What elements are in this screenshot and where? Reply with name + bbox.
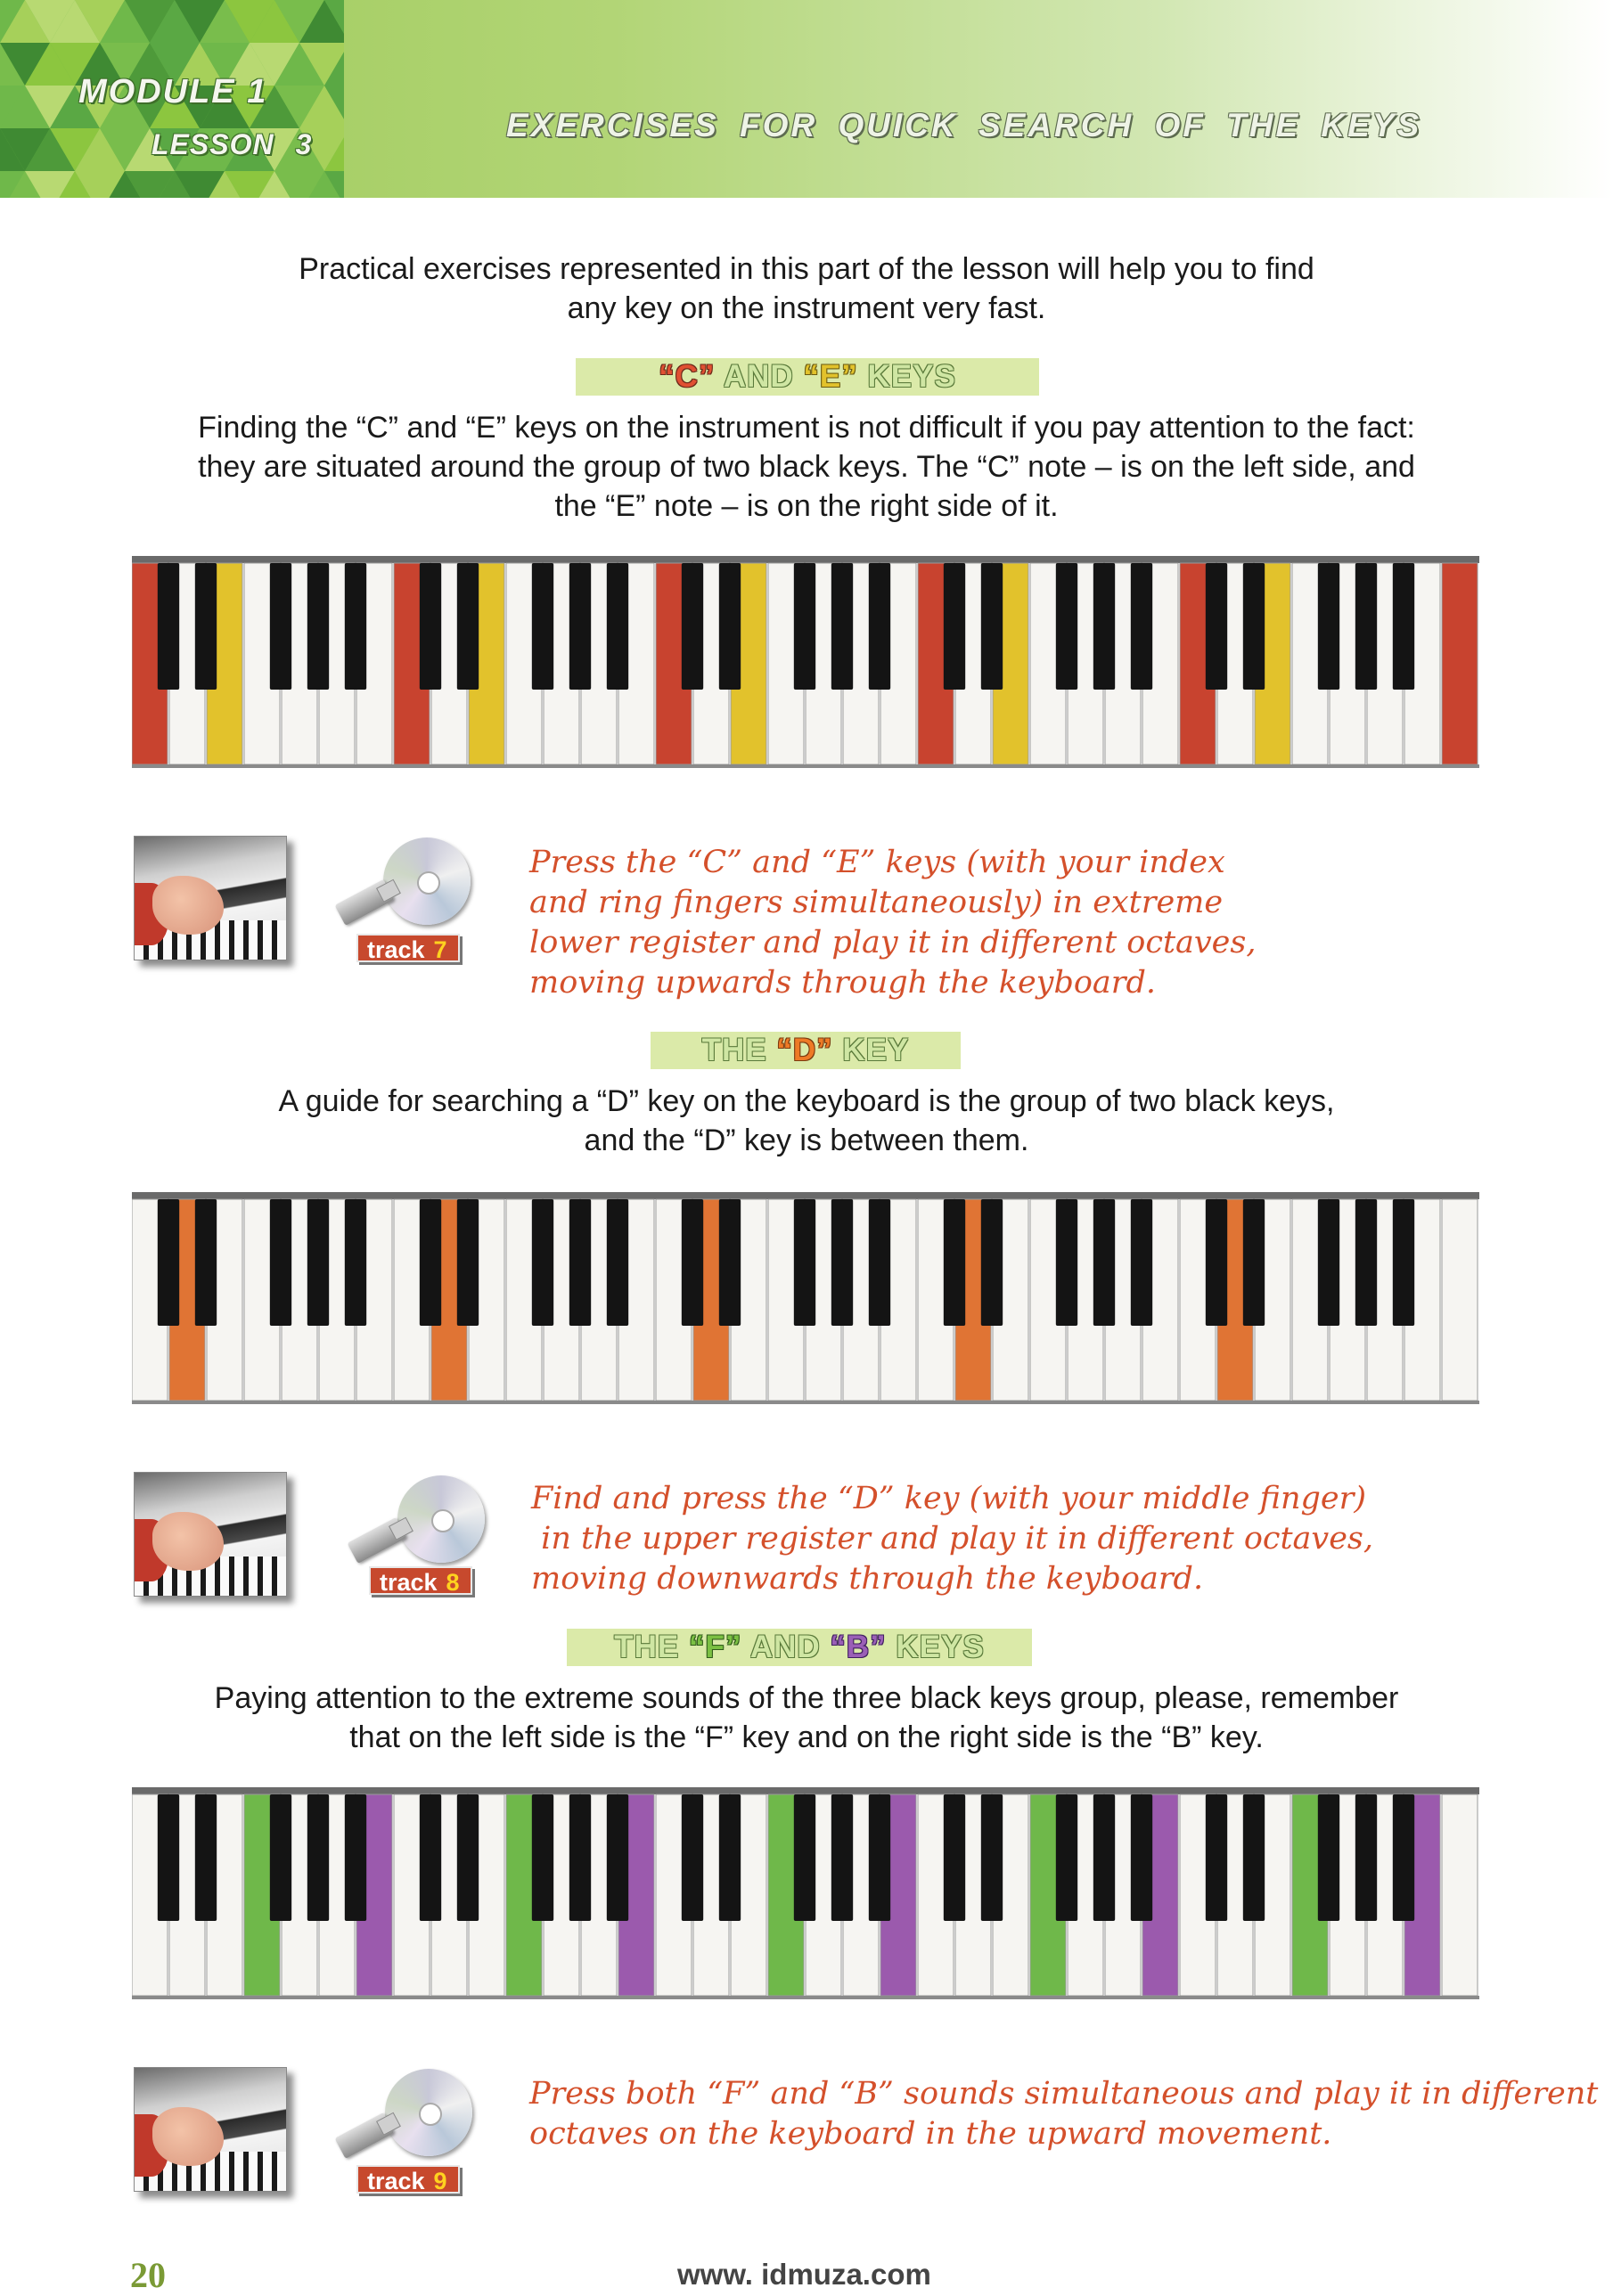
black-key xyxy=(307,1794,329,1921)
keyboard-frame xyxy=(132,1787,1479,1794)
heading-part: KEYS xyxy=(857,359,956,394)
text-line: the “E” note – is on the right side of it. xyxy=(554,489,1059,523)
black-key xyxy=(1243,1794,1265,1921)
heading-part: THE xyxy=(701,1033,777,1067)
black-key xyxy=(195,1794,217,1921)
black-key xyxy=(1131,1794,1152,1921)
usb-stick-icon xyxy=(335,879,395,926)
website-link[interactable]: www. idmuza.com xyxy=(677,2258,931,2291)
black-key xyxy=(981,1794,1003,1921)
black-key xyxy=(682,563,703,690)
track-badge[interactable] xyxy=(356,934,460,962)
black-key xyxy=(569,1199,591,1326)
black-key xyxy=(1243,563,1265,690)
text-line: and the “D” key is between them. xyxy=(584,1123,1029,1157)
usb-stick-icon xyxy=(335,2112,395,2159)
black-key xyxy=(1206,1794,1227,1921)
lesson-label xyxy=(151,128,312,161)
black-key xyxy=(794,563,815,690)
exercise-instruction xyxy=(531,1479,1373,1599)
black-key xyxy=(420,563,441,690)
black-key xyxy=(1243,1199,1265,1326)
instruction-line: in the upper register and play it in different octaves, xyxy=(531,1521,1373,1557)
black-key xyxy=(944,563,965,690)
black-key xyxy=(682,1199,703,1326)
usb-stick-icon xyxy=(348,1517,407,1564)
black-key xyxy=(1355,1199,1377,1326)
heading-part: THE xyxy=(614,1630,690,1664)
black-key xyxy=(1355,563,1377,690)
heading-part: KEY xyxy=(832,1033,910,1067)
section-heading-f-b xyxy=(567,1629,1032,1666)
black-key xyxy=(1056,563,1077,690)
section-text-c-e xyxy=(107,408,1506,526)
keyboard-edge xyxy=(132,764,1479,768)
black-key xyxy=(719,1199,741,1326)
white-key-c xyxy=(1442,1794,1478,1996)
keyboard-f-b xyxy=(132,1787,1479,1999)
black-key xyxy=(158,563,179,690)
keyboard-c-e xyxy=(132,556,1479,768)
black-key xyxy=(719,1794,741,1921)
black-key xyxy=(1206,563,1227,690)
white-key-c xyxy=(1442,563,1478,764)
lesson-number: 3 xyxy=(295,128,313,160)
track-label: track xyxy=(380,1569,438,1596)
black-key xyxy=(569,563,591,690)
black-key xyxy=(195,1199,217,1326)
black-key xyxy=(682,1794,703,1921)
black-key xyxy=(1093,1794,1115,1921)
section-text-f-b xyxy=(107,1679,1506,1757)
intro-line: Practical exercises represented in this part of the lesson will help you to find xyxy=(299,252,1314,286)
black-key xyxy=(1318,1199,1339,1326)
black-key xyxy=(270,1794,291,1921)
instruction-line: moving upwards through the keyboard. xyxy=(529,965,1157,1001)
module-label: MODULE 1 xyxy=(78,73,268,110)
intro-line: any key on the instrument very fast. xyxy=(567,291,1046,325)
black-key xyxy=(1093,563,1115,690)
black-key xyxy=(1393,1199,1414,1326)
black-key xyxy=(158,1794,179,1921)
black-key xyxy=(532,563,553,690)
text-line: that on the left side is the “F” key and on the right side is the “B” key. xyxy=(349,1720,1264,1754)
cd-disc-icon xyxy=(397,1475,485,1563)
black-key xyxy=(270,563,291,690)
black-key xyxy=(307,1199,329,1326)
black-key xyxy=(944,1794,965,1921)
track-number: 7 xyxy=(433,936,447,963)
black-key xyxy=(345,563,366,690)
black-key xyxy=(831,563,853,690)
black-key xyxy=(569,1794,591,1921)
page-header xyxy=(0,0,1613,198)
instruction-line: lower register and play it in different octaves, xyxy=(529,925,1257,960)
black-key xyxy=(270,1199,291,1326)
text-line: they are situated around the group of two black keys. The “C” note – is on the left side, and xyxy=(198,450,1415,484)
black-key xyxy=(831,1794,853,1921)
black-key xyxy=(794,1794,815,1921)
track-label: track xyxy=(367,2168,425,2194)
black-key xyxy=(1131,563,1152,690)
black-key xyxy=(944,1199,965,1326)
cd-disc-icon xyxy=(385,2069,472,2156)
black-key xyxy=(158,1199,179,1326)
black-key xyxy=(1093,1199,1115,1326)
black-key xyxy=(1131,1199,1152,1326)
track-badge[interactable] xyxy=(356,2165,460,2194)
black-key xyxy=(457,563,479,690)
track-badge[interactable] xyxy=(369,1566,472,1595)
black-key xyxy=(869,1794,890,1921)
black-key xyxy=(1206,1199,1227,1326)
black-key xyxy=(607,563,628,690)
keyboard-d xyxy=(132,1192,1479,1404)
instruction-line: octaves on the keyboard in the upward movement. xyxy=(529,2116,1332,2152)
black-key xyxy=(1355,1794,1377,1921)
black-key xyxy=(420,1199,441,1326)
instruction-line: and ring fingers simultaneously) in extreme xyxy=(529,885,1224,920)
keyboard-edge xyxy=(132,1996,1479,1999)
text-line: A guide for searching a “D” key on the keyboard is the group of two black keys, xyxy=(278,1084,1335,1118)
black-key xyxy=(1056,1199,1077,1326)
black-key xyxy=(831,1199,853,1326)
heading-note-f: “F” xyxy=(689,1630,742,1664)
black-key xyxy=(1056,1794,1077,1921)
black-key xyxy=(607,1199,628,1326)
section-text-d xyxy=(107,1082,1506,1160)
black-key xyxy=(457,1199,479,1326)
track-number: 9 xyxy=(433,2168,447,2194)
black-key xyxy=(981,1199,1003,1326)
heading-note-e: “E” xyxy=(803,359,858,394)
text-line: Paying attention to the extreme sounds of the three black keys group, please, remember xyxy=(214,1681,1399,1715)
heading-note-d: “D” xyxy=(776,1033,833,1067)
keyboard-frame xyxy=(132,556,1479,563)
black-key xyxy=(420,1794,441,1921)
white-key-c xyxy=(1442,1199,1478,1401)
black-key xyxy=(607,1794,628,1921)
hand-on-piano-photo xyxy=(134,1472,287,1597)
heading-note-c: “C” xyxy=(659,359,716,394)
page-title: EXERCISES FOR QUICK SEARCH OF THE KEYS xyxy=(506,107,1422,143)
exercise-instruction xyxy=(529,2074,1598,2154)
exercise-instruction xyxy=(529,843,1256,1003)
intro-text xyxy=(107,249,1506,328)
heading-note-b: “B” xyxy=(830,1630,887,1664)
track-number: 8 xyxy=(446,1569,460,1596)
section-heading-d xyxy=(651,1032,961,1069)
black-key xyxy=(1393,563,1414,690)
black-key xyxy=(1318,563,1339,690)
heading-part: KEYS xyxy=(886,1630,985,1664)
section-heading-c-e xyxy=(576,358,1039,396)
black-key xyxy=(1393,1794,1414,1921)
track-label: track xyxy=(367,936,425,963)
black-key xyxy=(307,563,329,690)
black-key xyxy=(345,1199,366,1326)
heading-part: AND xyxy=(741,1630,831,1664)
hand-on-piano-photo xyxy=(134,2067,287,2192)
black-key xyxy=(532,1794,553,1921)
black-key xyxy=(532,1199,553,1326)
black-key xyxy=(869,563,890,690)
keyboard-frame xyxy=(132,1192,1479,1199)
page-number: 20 xyxy=(130,2255,166,2295)
instruction-line: Press the “C” and “E” keys (with your index xyxy=(529,845,1225,880)
black-key xyxy=(794,1199,815,1326)
heading-part: AND xyxy=(715,359,804,394)
black-key xyxy=(719,563,741,690)
lesson-word: LESSON xyxy=(151,128,274,160)
hand-on-piano-photo xyxy=(134,836,287,960)
instruction-line: moving downwards through the keyboard. xyxy=(531,1561,1204,1597)
black-key xyxy=(869,1199,890,1326)
text-line: Finding the “C” and “E” keys on the instrument is not difficult if you pay attention to the fact: xyxy=(198,411,1415,445)
cd-disc-icon xyxy=(383,838,471,925)
black-key xyxy=(457,1794,479,1921)
black-key xyxy=(195,563,217,690)
keyboard-edge xyxy=(132,1401,1479,1404)
black-key xyxy=(345,1794,366,1921)
instruction-line: Press both “F” and “B” sounds simultaneous and play it in different xyxy=(529,2076,1599,2112)
instruction-line: Find and press the “D” key (with your middle finger) xyxy=(531,1481,1367,1516)
black-key xyxy=(1318,1794,1339,1921)
black-key xyxy=(981,563,1003,690)
